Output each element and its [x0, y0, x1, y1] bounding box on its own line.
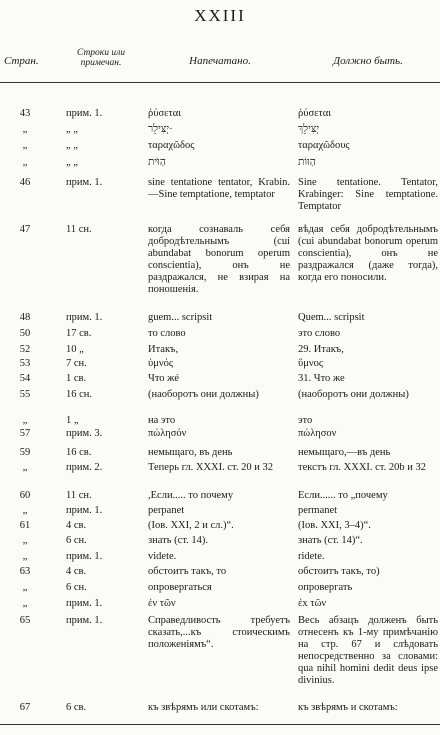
- printed-text-cell: videte.: [148, 551, 177, 562]
- line-ref-cell: 6 св.: [66, 702, 87, 713]
- page-number-cell: „: [22, 140, 28, 151]
- printed-text-cell: ῥύσεται: [148, 108, 182, 119]
- page-title: XXIII: [194, 6, 246, 25]
- printed-text-cell: на это: [148, 415, 176, 426]
- printed-text-cell: הַוֹּית: [148, 157, 166, 168]
- page-number-cell: „: [22, 157, 28, 168]
- line-ref-cell: 11 сн.: [66, 490, 92, 501]
- page-number-cell: 55: [19, 389, 31, 400]
- printed-text-cell: (Іов. XXI, 2 и сл.)“.: [148, 520, 234, 531]
- printed-text-cell: обстоитъ такъ, то: [148, 566, 227, 577]
- page-number-cell: „: [22, 598, 28, 609]
- header-should-be: Должно быть.: [333, 55, 403, 67]
- correct-text-cell: יְצִּילֵךְ: [298, 124, 320, 135]
- page-number-cell: 53: [19, 358, 31, 369]
- line-ref-cell: прим. 1.: [66, 615, 103, 626]
- correct-text-cell: ταραχῶδους: [298, 140, 350, 151]
- line-ref-cell: прим. 1.: [66, 312, 103, 323]
- line-ref-cell: „ „: [66, 140, 78, 151]
- printed-text-cell: Справедливость требуетъ сказать,...къ стоическимъ положеніямъ“.: [148, 615, 290, 650]
- page-number-cell: 43: [19, 108, 31, 119]
- printed-text-cell: опровергаться: [148, 582, 212, 593]
- line-ref-cell: прим. 1.: [66, 177, 103, 188]
- printed-text-cell: (наоборотъ они должны): [148, 389, 259, 400]
- correct-text-cell: permanet: [298, 505, 338, 516]
- page-number-cell: „: [22, 462, 28, 473]
- line-ref-cell: 6 сн.: [66, 582, 87, 593]
- correct-text-cell: Quem... scripsit: [298, 312, 365, 323]
- page-number-cell: 50: [19, 328, 31, 339]
- line-ref-cell: 10 „: [66, 344, 84, 355]
- correct-text-cell: опровергать: [298, 582, 353, 593]
- page-number-cell: „: [22, 415, 28, 426]
- header-printed: Напечатано.: [189, 55, 251, 67]
- printed-text-cell: Теперь гл. XXXI. ст. 20 и 32: [148, 462, 273, 473]
- correct-text-cell: ὕμνος: [298, 358, 323, 369]
- correct-text-cell: это: [298, 415, 313, 426]
- correct-text-cell: (Іов. XXI, 3–4)“.: [298, 520, 371, 531]
- printed-text-cell: perpanet: [148, 505, 185, 516]
- line-ref-cell: прим. 1.: [66, 108, 103, 119]
- page-number-cell: 52: [19, 344, 31, 355]
- line-ref-cell: прим. 1.: [66, 598, 103, 609]
- line-ref-cell: 7 сн.: [66, 358, 87, 369]
- printed-text-cell: יְצִּילֵר·: [148, 124, 173, 135]
- correct-text-cell: Весь абзацъ долженъ быть отнесенъ къ 1-му примѣчанію на стр. 67 и слѣдовать непосредственно за словами: qua nihil homini dedit deus ipse divinius.: [298, 615, 438, 686]
- correct-text-cell: обстоитъ такъ, то): [298, 566, 380, 577]
- page-number-cell: 61: [19, 520, 31, 531]
- correct-text-cell: Sine tentatione. Tentator, Krabinger: Sine temptatione. Temptator: [298, 177, 438, 212]
- printed-text-cell: ὑμνός: [148, 358, 173, 369]
- page-number-cell: 67: [19, 702, 31, 713]
- correct-text-cell: πώλησον: [298, 428, 337, 439]
- printed-text-cell: къ звѣрямъ или скотамъ:: [148, 702, 259, 713]
- line-ref-cell: „ „: [66, 157, 78, 168]
- line-ref-cell: 17 св.: [66, 328, 92, 339]
- line-ref-cell: 4 св.: [66, 520, 87, 531]
- page-number-cell: 48: [19, 312, 31, 323]
- page-number-cell: 60: [19, 490, 31, 501]
- correct-text-cell: немыщаго,—въ день: [298, 447, 391, 458]
- line-ref-cell: прим. 1.: [66, 551, 103, 562]
- printed-text-cell: ἐν τῶν: [148, 598, 176, 609]
- line-ref-cell: 4 св.: [66, 566, 87, 577]
- line-ref-cell: 1 „: [66, 415, 79, 426]
- line-ref-cell: „ „: [66, 124, 78, 135]
- printed-text-cell: то слово: [148, 328, 186, 339]
- printed-text-cell: когда сознаваль себя добродѣтельнымъ (cui abundabat bonorum operum conscientia), онъ не раздражался, не взирая на поношенія.: [148, 224, 290, 295]
- printed-text-cell: ταραχῶδος: [148, 140, 195, 151]
- header-page: Стран.: [4, 55, 39, 67]
- printed-text-cell: sine tentatione tentator, Krabin.—Sine temptatione, temptator: [148, 177, 290, 200]
- printed-text-cell: Итакъ,: [148, 344, 179, 355]
- page-number-cell: „: [22, 505, 28, 516]
- page-number-cell: 65: [19, 615, 31, 626]
- page-number-cell: 57: [19, 428, 31, 439]
- page-number-cell: 59: [19, 447, 31, 458]
- page-number-cell: „: [22, 535, 28, 546]
- page-number-cell: 63: [19, 566, 31, 577]
- correct-text-cell: הַוּוֹת: [298, 157, 316, 168]
- page-number-cell: 46: [19, 177, 31, 188]
- correct-text-cell: ridete.: [298, 551, 325, 562]
- printed-text-cell: guem... scripsit: [148, 312, 213, 323]
- header-line: Строки или примечан.: [76, 48, 126, 68]
- printed-text-cell: πώλησόν: [148, 428, 187, 439]
- correct-text-cell: Если...... то „почему: [298, 490, 388, 501]
- line-ref-cell: 6 сн.: [66, 535, 87, 546]
- line-ref-cell: 11 сн.: [66, 224, 92, 235]
- line-ref-cell: прим. 1.: [66, 505, 103, 516]
- correct-text-cell: 31. Что же: [298, 373, 345, 384]
- line-ref-cell: 1 св.: [66, 373, 87, 384]
- line-ref-cell: прим. 3.: [66, 428, 103, 439]
- correct-text-cell: ἐx τῶν: [298, 598, 327, 609]
- correct-text-cell: это слово: [298, 328, 341, 339]
- correct-text-cell: знать (ст. 14)“.: [298, 535, 363, 546]
- printed-text-cell: немыщаго, въ день: [148, 447, 233, 458]
- correct-text-cell: 29. Итакъ,: [298, 344, 344, 355]
- line-ref-cell: прим. 2.: [66, 462, 103, 473]
- page-number-cell: 54: [19, 373, 31, 384]
- printed-text-cell: Что жé: [148, 373, 180, 384]
- correct-text-cell: ῥύσεται: [298, 108, 332, 119]
- correct-text-cell: вѣдая себя добродѣтельнымъ (cui abundabat bonorum operum conscientia), онъ не раздражался (даже тогда), когда его поносили.: [298, 224, 438, 283]
- printed-text-cell: ,Если..... то почему: [148, 490, 234, 501]
- correct-text-cell: текстъ гл. XXXI. ст. 20b и 32: [298, 462, 426, 473]
- page-number-cell: „: [22, 124, 28, 135]
- correct-text-cell: (наоборотъ они должны): [298, 389, 409, 400]
- page-number-cell: 47: [19, 224, 31, 235]
- page-number-cell: „: [22, 551, 28, 562]
- page-number-cell: „: [22, 582, 28, 593]
- line-ref-cell: 16 сн.: [66, 389, 93, 400]
- line-ref-cell: 16 св.: [66, 447, 92, 458]
- correct-text-cell: къ звѣрямъ и скотамъ:: [298, 702, 398, 713]
- printed-text-cell: знать (ст. 14).: [148, 535, 208, 546]
